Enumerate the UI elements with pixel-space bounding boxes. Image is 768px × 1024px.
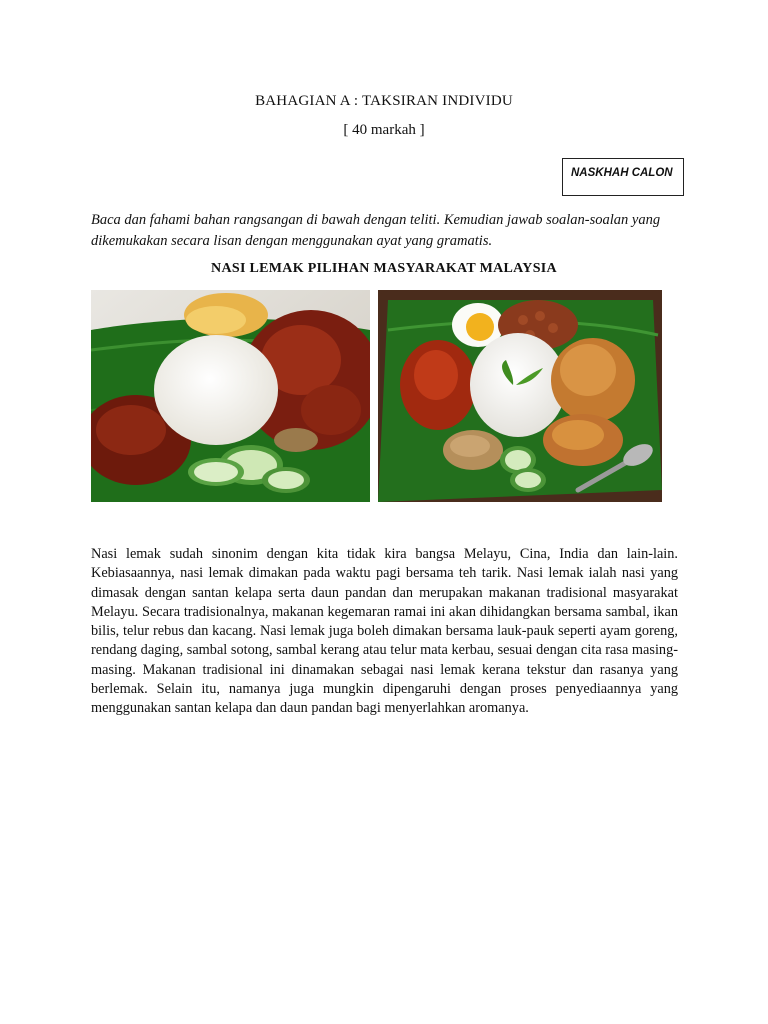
passage-text: Nasi lemak sudah sinonim dengan kita tidak kira bangsa Melayu, Cina, India dan lain-lain. Kebiasaannya, nasi lemak dimakan pada waktu pagi bersama teh tarik. Nasi lemak ialah nasi yang dimasak dengan santan kelapa serta daun pandan dan merupakan makanan tradisional masyarakat Melayu. Secara tradisionalnya, makanan kegemaran ramai ini akan dihidangkan bersama sambal, ikan bilis, telur rebus dan kacang. Nasi lemak juga boleh dimakan bersama lauk-pauk seperti ayam goreng, rendang daging, sambal sotong, sambal kerang atau telur mata kerbau, sesuai dengan cita rasa masing-masing. Makanan tradisional ini dinamakan sebagai nasi lemak kerana tekstur dan rasanya yang berlemak. Selain itu, namanya juga mungkin dipengaruhi dengan proses penyediaannya yang menggunakan santan kelapa dan daun pandan bagi menyerlahkan aromanya. [91,546,678,717]
passage-heading: NASI LEMAK PILIHAN MASYARAKAT MALAYSIA [211,261,557,276]
nasi-lemak-ayam-goreng-photo [378,290,662,502]
candidate-copy-box: NASKHAH CALON [562,158,684,196]
marks-label: [ 40 markah ] [343,122,425,138]
nasi-lemak-rendang-photo [91,290,370,502]
instructions-text: Baca dan fahami bahan rangsangan di bawah dengan teliti. Kemudian jawab soalan-soalan yang dikemukakan secara lisan dengan menggunakan ayat yang gramatis. [91,212,661,249]
section-title: BAHAGIAN A : TAKSIRAN INDIVIDU [255,93,513,109]
